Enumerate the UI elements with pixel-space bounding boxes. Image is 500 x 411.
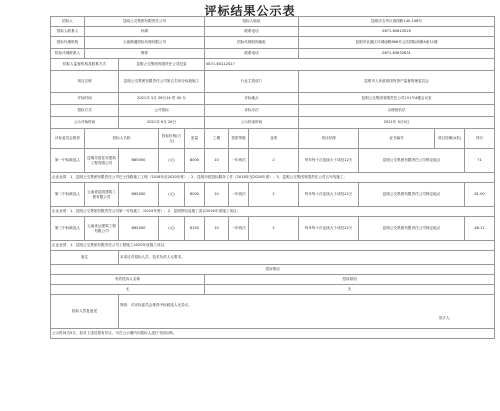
bidder-phone-value: 0871-65815525 [299,27,495,37]
open-time-value: 2021年 5月 28日14 时 00 分 [119,93,205,105]
complaint-col-reason: 投诉原因 [205,275,495,285]
bidder-addr-value: 昆明市五华区西园路140-148号 [299,17,495,27]
result-table [50,16,495,339]
header-name: 投标人名称 [85,129,159,149]
candidate-rank: 第一中标候选人 [51,149,85,173]
supervisor-label: 招标人监督机构及联系方式 [51,59,119,71]
candidate-cert: 昆明公交集团有限责任公司保定地点 [359,183,465,207]
bidder-addr-label: 招标人地址 [205,17,299,27]
pub-end-label: 公示结束时间 [205,117,299,129]
bidder-label: 招标人 [51,17,85,27]
complaint-col-name: 有效投诉人名称 [51,275,205,285]
header-score-b: 项目经理(A类) [435,129,465,149]
agent-phone-value: 0871-63632631 [299,49,495,59]
candidate-score: 2 [249,183,299,207]
bidder-value: 昆明公交集团有限责任公司 [85,17,205,27]
admin-label: 行业主管部门 [205,71,299,93]
header-auth: 证书编号 [359,129,435,149]
agent-phone-label: 联系电话 [205,49,299,59]
candidate-total: 71 [465,149,495,173]
supervisor-value: 昆明公交集团有限责任公司纪委 [119,59,205,71]
bidder-contact-label: 招标人联系人 [51,27,85,37]
agent-label: 招标代理机构 [51,37,85,49]
candidate-grade: 一年两次 [229,217,249,241]
candidate-total: 61.00 [465,183,495,207]
candidate-rank: 第二中标候选人 [51,183,85,207]
open-place-value: 昆明公交集团有限责任公司151号4楼会议室 [299,93,495,105]
pub-start-value: 2021年 6月 29日 [119,117,205,129]
candidate-note: 企业业绩：1、昆明公交集团有限责任公司第一号线施工（2019年度）；2、昆明供电局施工项目2020年度施工项目； [51,207,495,217]
objection-text [119,295,495,329]
project-value: 昆明公交集团有限责任公司第五名单分标段施工 [119,71,205,93]
open-place-label: 开标地点 [205,93,299,105]
candidate-quality: 10 [205,217,229,241]
agent-addr-value: 昆明市官渡区环城南路668号云纺国际商厦A座11楼 [299,37,495,49]
candidate-grade: 一年两次 [229,183,249,207]
candidate-amount: B65000 [119,183,159,207]
agent-addr-label: 招标代理机构地址 [205,37,299,49]
header-qual-a: 资质等级 [229,129,249,149]
candidate-cert: 昆明公交集团有限责任公司保定地点 [359,149,465,173]
bidder-contact-value: 孙婧 [85,27,205,37]
candidate-score: 2 [249,149,299,173]
open-time-label: 开标时间 [51,93,119,105]
candidate-row [51,217,495,241]
candidate-amount-note: (元) [159,217,185,241]
method-value: 公开招标 [119,105,205,117]
supervisor-phone: 0871-63112527 [205,59,495,71]
candidate-name: 云南省昆明建筑工程有限公司 [85,183,119,207]
sign-label: 签字人： [438,315,454,320]
header-rank: 评标委员会推荐 [51,129,85,149]
candidate-period: 每年每十次连续大于或经12天 [299,149,359,173]
candidate-amount-note: (元) [159,183,185,207]
header-quality: 质量 [185,129,205,149]
candidate-row [51,183,495,207]
candidate-price: 8250 [185,217,205,241]
header-period: 工期 [205,129,229,149]
candidate-amount-note: (元) [159,149,185,173]
objection-text-line: 网查：对评标委员会推荐中标候选人无异议。 [120,303,192,308]
candidate-period: 每年每十次连续大于或经12天 [299,183,359,207]
header-result: 得分 [465,129,495,149]
pub-end-value: 2021年 5月5日 [299,117,495,129]
candidate-quality: 10 [205,149,229,173]
candidate-total: 48.11 [465,217,495,241]
pub-start-label: 公示开始时间 [51,117,119,129]
candidate-name: 昆明市富佳安建筑工程有限公司 [85,149,119,173]
candidate-rank: 第三中标候选人 [51,217,85,241]
eval-value: 合理低价法 [299,105,495,117]
candidate-note: 企业业绩：1、昆明公交集团有限责任公司工程施工2020年度施工项目； [51,241,495,251]
candidate-row [51,149,495,173]
complaint-row-reason: 无 [205,285,495,295]
eval-label: 评标办法 [205,105,299,117]
header-qual-b: 项目经理 [299,129,359,149]
project-label: 项目名称 [51,71,119,93]
candidate-quality: 10 [205,183,229,207]
page-title: 评标结果公示表 [204,4,296,18]
bidder-phone-label: 联系电话 [205,27,299,37]
candidate-note: 企业业绩：1、昆明公交集团有限责任公司巴士线路施工工程（2018年至2020年度）；2、昆明市招投标服务工作（2018年至2020年度）；3、昆明公交集团有限责任公司五号线施工； [51,173,495,183]
candidate-amount: B65000 [119,217,159,241]
remark-label: 备注 [51,251,119,265]
candidate-price: 8000 [185,149,205,173]
candidate-grade: 一年两次 [229,149,249,173]
candidate-amount: B65000 [119,149,159,173]
agent-contact-label: 招标代理联系人 [51,49,85,59]
admin-value: 昆明市人民政府国有资产监督管理委员会 [299,71,495,93]
method-label: 招标方式 [51,105,119,117]
header-score-a: 业绩 [249,129,299,149]
header-amount: 投标价格(万元) [159,129,185,149]
candidate-price: 8000 [185,183,205,207]
objection-label: 招标人答复意见 [51,295,119,329]
candidate-score: 2 [249,217,299,241]
candidate-cert: 昆明公交集团有限责任公司保定地点 [359,217,465,241]
footer-note: 公示时间为5日，如对上述结果有异议，可在公示期内向招标人进行书面反映。 [51,329,495,339]
complaint-row-name: 无 [51,285,205,295]
complaint-header: 投诉情况 [51,265,495,275]
candidate-name: 云南优达建筑工程有限公司 [85,217,119,241]
candidate-period: 每年每十次连续大于或经12天 [299,217,359,241]
agent-value: 云南鼎通招标代理有限公司 [85,37,205,49]
remark-value: 本项目对招标人员、技术负责人无要求。 [119,251,495,265]
agent-contact-value: 鲁婷 [85,49,205,59]
